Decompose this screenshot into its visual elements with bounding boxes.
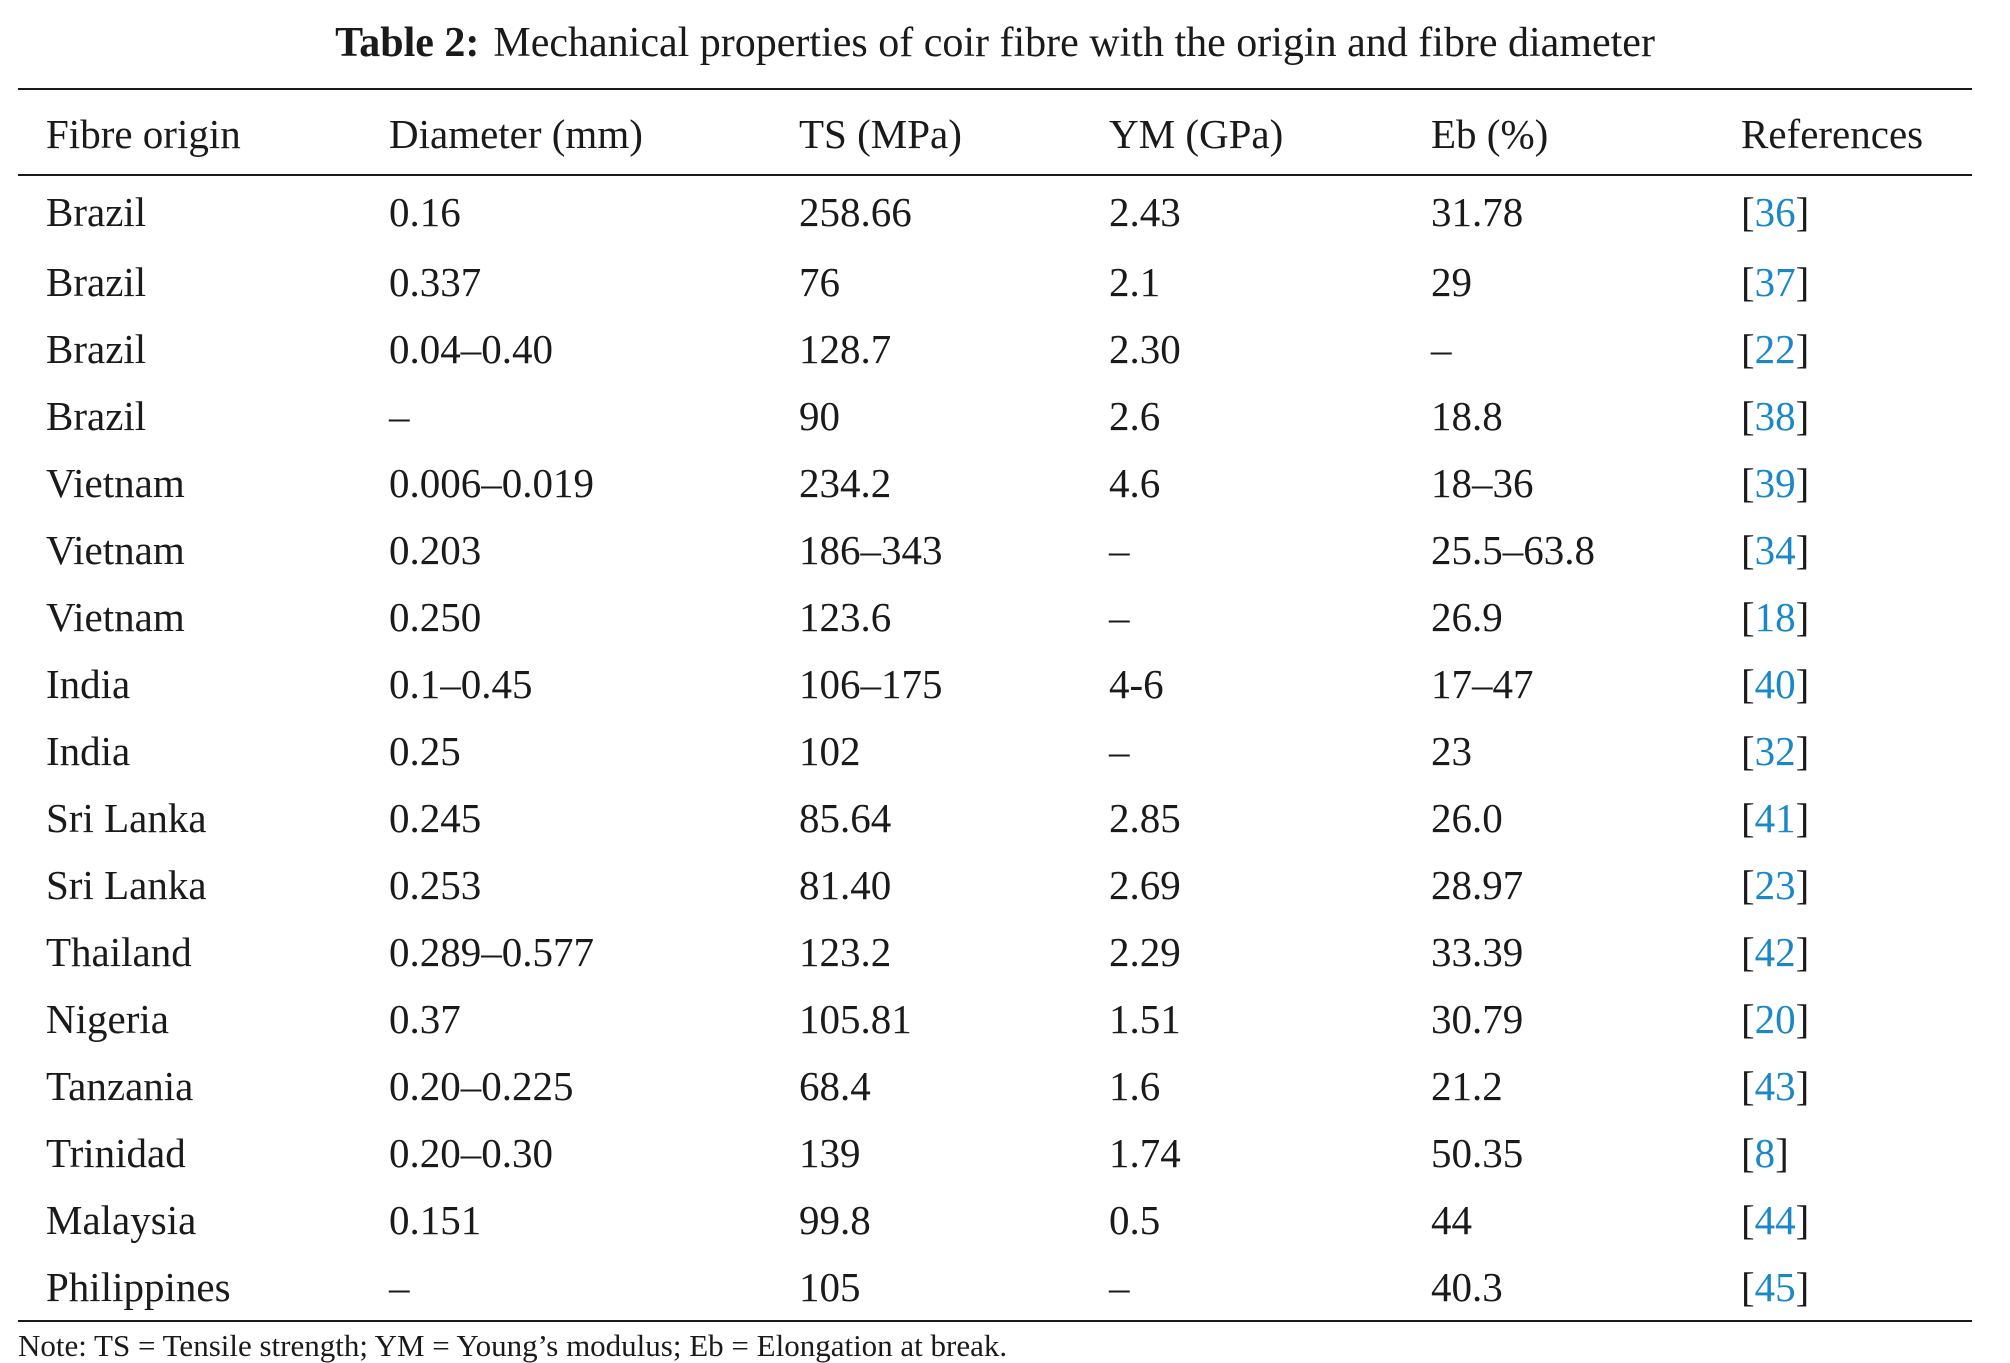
cell-diameter: –: [389, 392, 410, 439]
cell-ym: 1.6: [1109, 1062, 1161, 1109]
bracket-close: ]: [1795, 727, 1810, 774]
table-row: [18, 449, 1972, 516]
cell-ym: 2.29: [1109, 928, 1181, 975]
bracket-open: [: [1741, 660, 1755, 707]
cell-eb: 40.3: [1431, 1263, 1503, 1310]
table-row: [18, 851, 1972, 918]
table-row: [18, 784, 1972, 851]
bracket-open: [: [1741, 727, 1755, 774]
bracket-close: ]: [1795, 1196, 1810, 1243]
table-row: [18, 1186, 1972, 1253]
cell-eb: 29: [1431, 258, 1472, 305]
cell-diameter: 0.337: [389, 258, 482, 305]
cell-diameter: 0.289–0.577: [389, 928, 594, 975]
bracket-open: [: [1741, 995, 1755, 1042]
cell-eb: 25.5–63.8: [1431, 526, 1595, 573]
header-ts: TS (MPa): [771, 89, 1081, 175]
bracket-open: [: [1741, 189, 1755, 235]
cell-fibre-origin: Sri Lanka: [46, 861, 207, 908]
cell-diameter: 0.1–0.45: [389, 660, 533, 707]
cell-ts: 128.7: [799, 325, 892, 372]
reference-link[interactable]: 18: [1754, 593, 1796, 640]
cell-diameter: 0.37: [389, 995, 461, 1042]
cell-eb: 23: [1431, 727, 1472, 774]
cell-fibre-origin: Brazil: [46, 325, 147, 372]
cell-ts: 81.40: [799, 861, 892, 908]
cell-ts: 186–343: [799, 526, 943, 573]
bracket-close: ]: [1795, 392, 1810, 439]
cell-fibre-origin: Brazil: [46, 189, 147, 235]
cell-fibre-origin: Thailand: [46, 928, 192, 975]
bracket-open: [: [1741, 861, 1755, 908]
cell-reference: [1713, 1186, 1972, 1253]
cell-ts: 105.81: [799, 995, 912, 1042]
bracket-open: [: [1741, 258, 1755, 305]
cell-ym: 1.74: [1109, 1129, 1181, 1176]
cell-ts: 90: [799, 392, 840, 439]
cell-diameter: 0.20–0.30: [389, 1129, 553, 1176]
reference-link[interactable]: 22: [1754, 325, 1796, 372]
cell-ts: 68.4: [799, 1062, 871, 1109]
cell-fibre-origin: Malaysia: [46, 1196, 197, 1243]
cell-eb: 18.8: [1431, 392, 1503, 439]
table-row: [18, 1253, 1972, 1321]
cell-eb: 28.97: [1431, 861, 1524, 908]
cell-ts: 123.2: [799, 928, 892, 975]
bracket-close: ]: [1795, 459, 1810, 506]
cell-eb: 30.79: [1431, 995, 1524, 1042]
cell-ym: 4-6: [1109, 660, 1164, 707]
reference-link[interactable]: 38: [1754, 392, 1796, 439]
cell-reference: [1713, 315, 1972, 382]
cell-fibre-origin: India: [46, 660, 131, 707]
reference-link[interactable]: 32: [1754, 727, 1796, 774]
cell-fibre-origin: Nigeria: [46, 995, 169, 1042]
cell-reference: [1713, 851, 1972, 918]
cell-ym: 2.43: [1109, 189, 1181, 235]
table-row: [18, 1119, 1972, 1186]
cell-diameter: –: [389, 1263, 410, 1310]
caption-text: Mechanical properties of coir fibre with the origin and fibre diameter: [493, 20, 1655, 66]
cell-ym: 1.51: [1109, 995, 1181, 1042]
cell-fibre-origin: Vietnam: [46, 526, 185, 573]
table-row: [18, 717, 1972, 784]
reference-link[interactable]: 34: [1754, 526, 1796, 573]
cell-ym: 4.6: [1109, 459, 1161, 506]
cell-eb: 18–36: [1431, 459, 1534, 506]
cell-fibre-origin: Sri Lanka: [46, 794, 207, 841]
cell-fibre-origin: Tanzania: [46, 1062, 194, 1109]
table-row: [18, 985, 1972, 1052]
cell-reference: [1713, 583, 1972, 650]
header-row: [18, 89, 1972, 175]
reference-link[interactable]: 23: [1754, 861, 1796, 908]
cell-diameter: 0.250: [389, 593, 482, 640]
cell-eb: 26.0: [1431, 794, 1503, 841]
reference-link[interactable]: 44: [1754, 1196, 1796, 1243]
table-caption: [18, 22, 1972, 70]
header-fibre-origin: Fibre origin: [18, 89, 361, 175]
cell-ts: 139: [799, 1129, 861, 1176]
bracket-close: ]: [1775, 1129, 1789, 1176]
bracket-open: [: [1741, 928, 1755, 975]
cell-fibre-origin: Vietnam: [46, 459, 185, 506]
cell-diameter: 0.151: [389, 1196, 482, 1243]
table-body: [18, 175, 1972, 1321]
cell-ym: –: [1109, 727, 1130, 774]
bracket-close: ]: [1795, 660, 1810, 707]
bracket-close: ]: [1795, 593, 1810, 640]
bracket-open: [: [1741, 459, 1755, 506]
bracket-open: [: [1741, 1263, 1755, 1310]
cell-eb: 26.9: [1431, 593, 1503, 640]
reference-link[interactable]: 37: [1754, 258, 1796, 305]
cell-ts: 234.2: [799, 459, 892, 506]
reference-link[interactable]: 45: [1754, 1263, 1796, 1310]
cell-ym: 2.85: [1109, 794, 1181, 841]
header-ym: YM (GPa): [1081, 89, 1403, 175]
table-row: [18, 248, 1972, 315]
cell-ts: 85.64: [799, 794, 892, 841]
cell-fibre-origin: Vietnam: [46, 593, 185, 640]
cell-reference: [1713, 449, 1972, 516]
cell-ts: 105: [799, 1263, 861, 1310]
cell-ym: 2.6: [1109, 392, 1161, 439]
caption-label: Table 2:: [335, 20, 480, 66]
properties-table: [18, 88, 1972, 1322]
cell-reference: [1713, 1052, 1972, 1119]
cell-diameter: 0.253: [389, 861, 482, 908]
cell-diameter: 0.006–0.019: [389, 459, 594, 506]
bracket-close: ]: [1795, 1263, 1810, 1310]
cell-ym: 2.30: [1109, 325, 1181, 372]
cell-reference: [1713, 1119, 1972, 1186]
cell-eb: 50.35: [1431, 1129, 1524, 1176]
bracket-open: [: [1741, 325, 1755, 372]
cell-eb: –: [1431, 325, 1452, 372]
table-row: [18, 583, 1972, 650]
cell-eb: 17–47: [1431, 660, 1534, 707]
cell-diameter: 0.245: [389, 794, 482, 841]
cell-ym: 2.1: [1109, 258, 1161, 305]
cell-diameter: 0.25: [389, 727, 461, 774]
bracket-open: [: [1741, 593, 1755, 640]
bracket-close: ]: [1795, 928, 1810, 975]
bracket-close: ]: [1795, 1062, 1810, 1109]
cell-reference: [1713, 248, 1972, 315]
cell-reference: [1713, 918, 1972, 985]
cell-eb: 21.2: [1431, 1062, 1503, 1109]
reference-link[interactable]: 43: [1754, 1062, 1796, 1109]
table-figure: [18, 0, 1972, 1361]
cell-diameter: 0.20–0.225: [389, 1062, 574, 1109]
bracket-open: [: [1741, 526, 1755, 573]
table-row: [18, 175, 1972, 248]
bracket-close: ]: [1795, 794, 1810, 841]
cell-reference: [1713, 175, 1972, 248]
cell-ym: 0.5: [1109, 1196, 1161, 1243]
header-eb: Eb (%): [1403, 89, 1713, 175]
reference-link[interactable]: 42: [1754, 928, 1796, 975]
bracket-open: [: [1741, 1129, 1755, 1176]
cell-diameter: 0.16: [389, 189, 461, 235]
table-row: [18, 382, 1972, 449]
cell-reference: [1713, 717, 1972, 784]
cell-ts: 106–175: [799, 660, 943, 707]
reference-link[interactable]: 40: [1754, 660, 1796, 707]
bracket-close: ]: [1795, 861, 1810, 908]
cell-fibre-origin: Trinidad: [46, 1129, 186, 1176]
table-row: [18, 650, 1972, 717]
cell-diameter: 0.04–0.40: [389, 325, 553, 372]
cell-ts: 123.6: [799, 593, 892, 640]
cell-eb: 33.39: [1431, 928, 1524, 975]
cell-ts: 99.8: [799, 1196, 871, 1243]
cell-diameter: 0.203: [389, 526, 482, 573]
cell-ym: 2.69: [1109, 861, 1181, 908]
cell-ym: –: [1109, 593, 1130, 640]
cell-ts: 102: [799, 727, 861, 774]
bracket-open: [: [1741, 1196, 1755, 1243]
cell-ts: 76: [799, 258, 840, 305]
cell-ym: –: [1109, 526, 1130, 573]
bracket-close: ]: [1795, 189, 1810, 235]
bracket-close: ]: [1795, 325, 1810, 372]
cell-ts: 258.66: [799, 189, 912, 235]
cell-reference: [1713, 650, 1972, 717]
reference-link[interactable]: 39: [1754, 459, 1796, 506]
cell-reference: [1713, 382, 1972, 449]
bracket-close: ]: [1795, 258, 1810, 305]
bracket-close: ]: [1795, 526, 1810, 573]
reference-link[interactable]: 36: [1754, 189, 1796, 235]
cell-reference: [1713, 784, 1972, 851]
table-row: [18, 1052, 1972, 1119]
bracket-open: [: [1741, 1062, 1755, 1109]
reference-link[interactable]: 8: [1754, 1129, 1776, 1176]
header-diameter: Diameter (mm): [361, 89, 771, 175]
cell-fibre-origin: Philippines: [46, 1263, 231, 1310]
bracket-open: [: [1741, 794, 1755, 841]
bracket-open: [: [1741, 392, 1755, 439]
table-row: [18, 918, 1972, 985]
bracket-close: ]: [1795, 995, 1810, 1042]
table-row: [18, 315, 1972, 382]
cell-fibre-origin: Brazil: [46, 258, 147, 305]
cell-ym: –: [1109, 1263, 1130, 1310]
cell-reference: [1713, 516, 1972, 583]
cell-fibre-origin: India: [46, 727, 131, 774]
reference-link[interactable]: 20: [1754, 995, 1796, 1042]
cell-eb: 31.78: [1431, 189, 1524, 235]
header-references: References: [1713, 89, 1972, 175]
cell-reference: [1713, 1253, 1972, 1321]
cell-fibre-origin: Brazil: [46, 392, 147, 439]
cell-reference: [1713, 985, 1972, 1052]
cell-eb: 44: [1431, 1196, 1472, 1243]
reference-link[interactable]: 41: [1754, 794, 1796, 841]
table-row: [18, 516, 1972, 583]
table-note: Note: TS = Tensile strength; YM = Young’s modulus; Eb = Elongation at break.: [18, 1328, 1008, 1363]
